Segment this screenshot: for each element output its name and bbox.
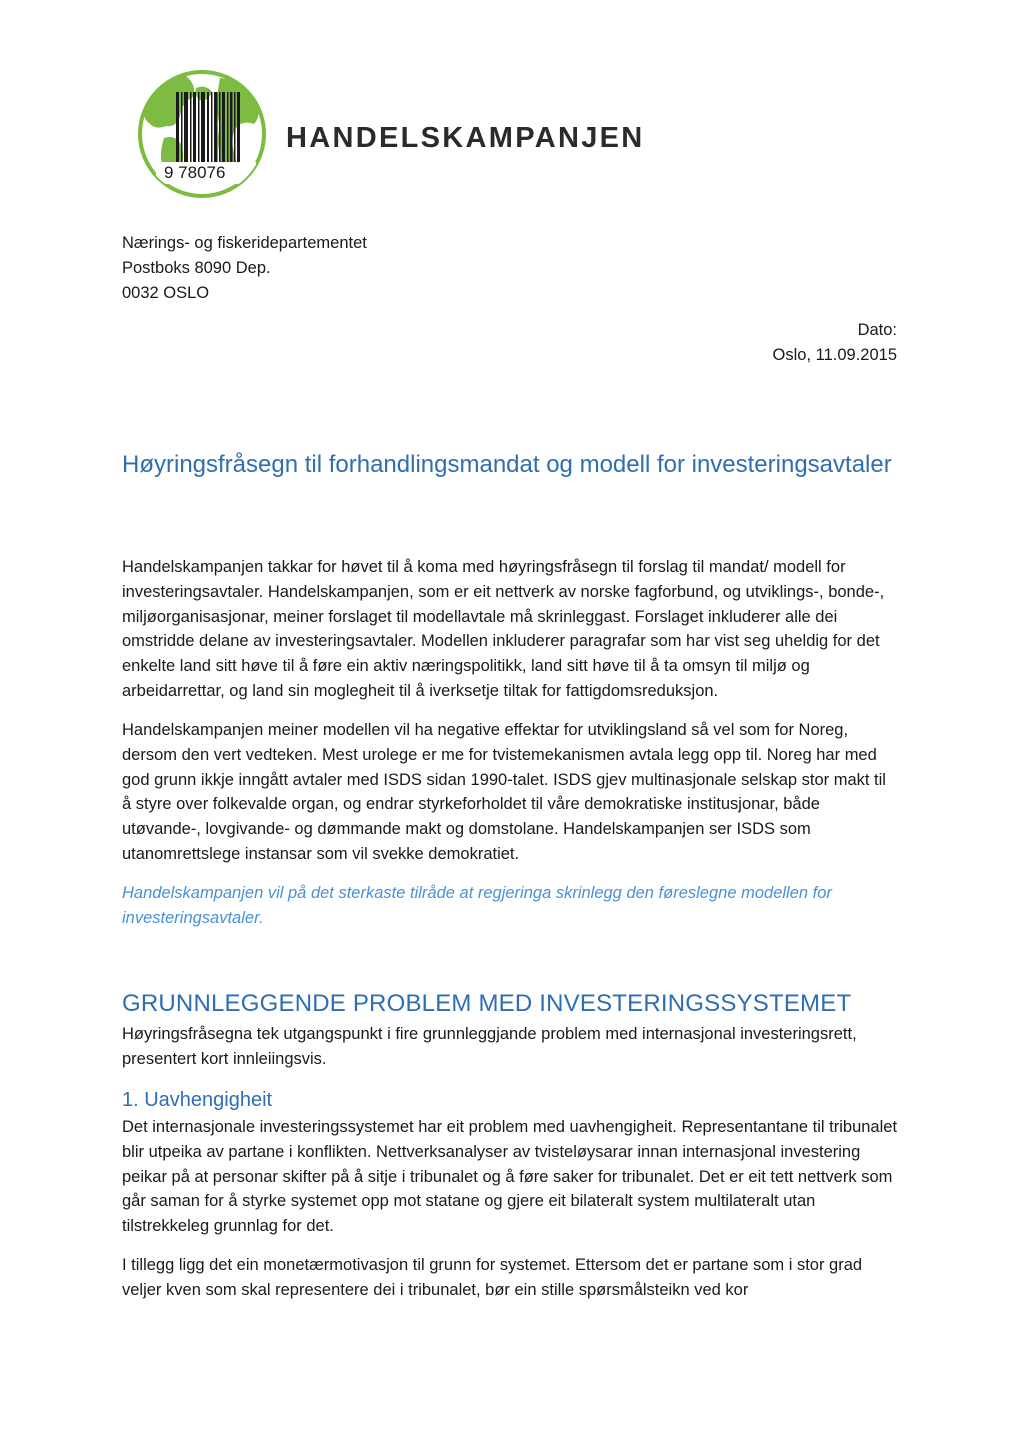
document-title: Høyringsfråsegn til forhandlingsmandat og modell for investeringsavtaler	[122, 451, 892, 478]
subsection-paragraph-2: I tillegg ligg det ein monetærmotivasjon til grunn for systemet. Ettersom det er partane som i stor grad veljer kven som skal representere dei i tribunalet, bør ein stille spørsmålsteikn ved kor	[122, 1256, 863, 1299]
date-block	[773, 318, 897, 368]
intro-paragraph-1: Handelskampanjen takkar for høvet til å koma med høyringsfråsegn til forslag til mandat/ modell for investeringsavtaler. Handelskampanjen, som er eit nettverk av norske fagforbund, og utviklings-, bonde-, miljøorganisasjonar, meiner forslaget til modellavtale må skrinleggast. Forslaget inkluderer alle dei omstridde delane av investeringsavtaler. Modellen inkluderer paragrafar som har vist seg uheldig for det enkelte land sitt høve til å føre ein aktiv næringspolitikk, land sitt høve til å ta omsyn til miljø og arbeidarrettar, og land sin moglegheit til å iverksetje tiltak for fattigdomsreduksjon.	[122, 558, 885, 700]
recipient-line-1: Nærings- og fiskeridepartementet	[122, 234, 367, 252]
handelskampanjen-logo	[136, 68, 268, 200]
logo-barcode-number: 9 78076	[164, 163, 226, 182]
recipient-line-3: 0032 OSLO	[122, 284, 210, 302]
date-label: Dato:	[857, 321, 897, 339]
globe-barcode-logo-icon	[136, 68, 268, 200]
intro-paragraph-2: Handelskampanjen meiner modellen vil ha negative effektar for utviklingsland så vel som for Noreg, dersom den vert vedteken. Mest urolege er me for tvistemekanismen avtala legg opp til. Noreg har med god grunn ikkje inngått avtaler med ISDS sidan 1990-talet. ISDS gjev multinasjonale selskap stor makt til å styre over folkevalde organ, og endrar styrkeforholdet til våre demokratiske institusjonar, både utøvande-, lovgivande- og dømmande makt og domstolane. Handelskampanjen ser ISDS som utanomrettslege instansar som vil svekke demokratiet.	[122, 721, 886, 863]
section-intro-paragraph: Høyringsfråsegna tek utgangspunkt i fire grunnleggjande problem med internasjonal investeringsrett, presentert kort innleiingsvis.	[122, 1025, 857, 1068]
organization-name: HANDELSKAMPANJEN	[286, 122, 645, 154]
recipient-address	[122, 231, 367, 306]
recipient-line-2: Postboks 8090 Dep.	[122, 259, 271, 277]
recommendation-paragraph: Handelskampanjen vil på det sterkaste tilråde at regjeringa skrinlegg den føreslegne modellen for investeringsavtaler.	[122, 884, 832, 927]
subsection-paragraph-1: Det internasjonale investeringssystemet har eit problem med uavhengigheit. Representantane til tribunalet blir utpeika av partane i konflikten. Nettverksanalyser av tvisteløysarar innan internasjonal investering peikar på at personar skifter på å sitje i tribunalet og å føre saker for tribunalet. Det er eit tett nettverk som går saman for å styrke systemet opp mot statane og gjere eit bilateralt system multilateralt utan tilstrekkeleg grunnlag for det.	[122, 1118, 898, 1236]
section-heading: GRUNNLEGGENDE PROBLEM MED INVESTERINGSSYSTEMET	[122, 990, 852, 1017]
subsection-heading: 1. Uavhengigheit	[122, 1089, 273, 1111]
date-value: Oslo, 11.09.2015	[772, 346, 897, 364]
